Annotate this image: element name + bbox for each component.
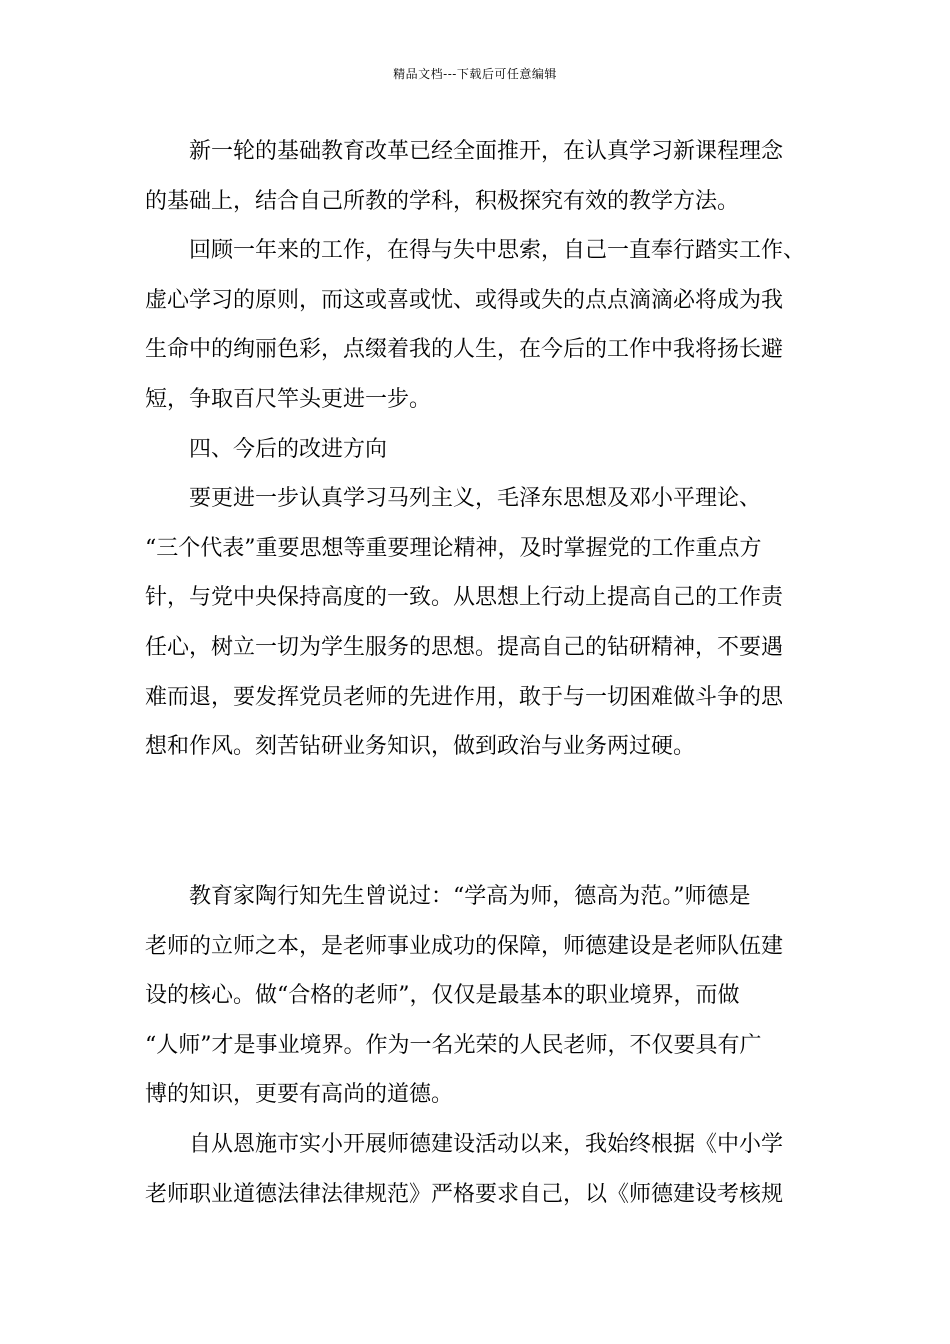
text-line: 生命中的绚丽色彩，点缀着我的人生，在今后的工作中我将扬长避 (145, 337, 784, 363)
section-heading: 四、今后的改进方向 (145, 436, 388, 462)
text-line: 自从恩施市实小开展师德建设活动以来，我始终根据《中小学 (145, 1131, 784, 1157)
text-line: 老师的立师之本，是老师事业成功的保障，师德建设是老师队伍建 (145, 933, 784, 959)
text-line: 老师职业道德法律法律规范》严格要求自己，以《师德建设考核规 (145, 1181, 784, 1207)
text-line: 虚心学习的原则，而这或喜或忧、或得或失的点点滴滴必将成为我 (145, 287, 784, 313)
text-line: 短，争取百尺竿头更进一步。 (145, 386, 432, 412)
text-line: 博的知识，更要有高尚的道德。 (145, 1082, 454, 1108)
text-line: 要更进一步认真学习马列主义，毛泽东思想及邓小平理论、 (145, 486, 762, 512)
body-text-block-2 (145, 872, 825, 1219)
text-line: 难而退，要发挥党员老师的先进作用，敢于与一切困难做斗争的思 (145, 684, 784, 710)
text-line: 新一轮的基础教育改革已经全面推开，在认真学习新课程理念 (145, 139, 784, 164)
text-line: “人师”才是事业境界。作为一名光荣的人民老师，不仅要具有广 (145, 1032, 762, 1058)
page-header: 精品文档---下载后可任意编辑 (393, 67, 557, 81)
body-text-block-1 (145, 127, 825, 772)
text-line: 设的核心。做“合格的老师”，仅仅是最基本的职业境界，而做 (145, 983, 740, 1009)
text-line: 回顾一年来的工作，在得与失中思索，自己一直奉行踏实工作、 (145, 238, 806, 264)
text-line: 任心，树立一切为学生服务的思想。提高自己的钻研精神，不要遇 (145, 634, 784, 660)
text-line: 针，与党中央保持高度的一致。从思想上行动上提高自己的工作责 (145, 585, 784, 611)
text-line: “三个代表”重要思想等重要理论精神，及时掌握党的工作重点方 (145, 535, 762, 561)
text-line: 想和作风。刻苦钻研业务知识，做到政治与业务两过硬。 (145, 734, 696, 760)
text-line: 的基础上，结合自己所教的学科，积极探究有效的教学方法。 (145, 188, 740, 214)
text-line: 教育家陶行知先生曾说过：“学高为师，德高为范。”师德是 (145, 884, 751, 909)
